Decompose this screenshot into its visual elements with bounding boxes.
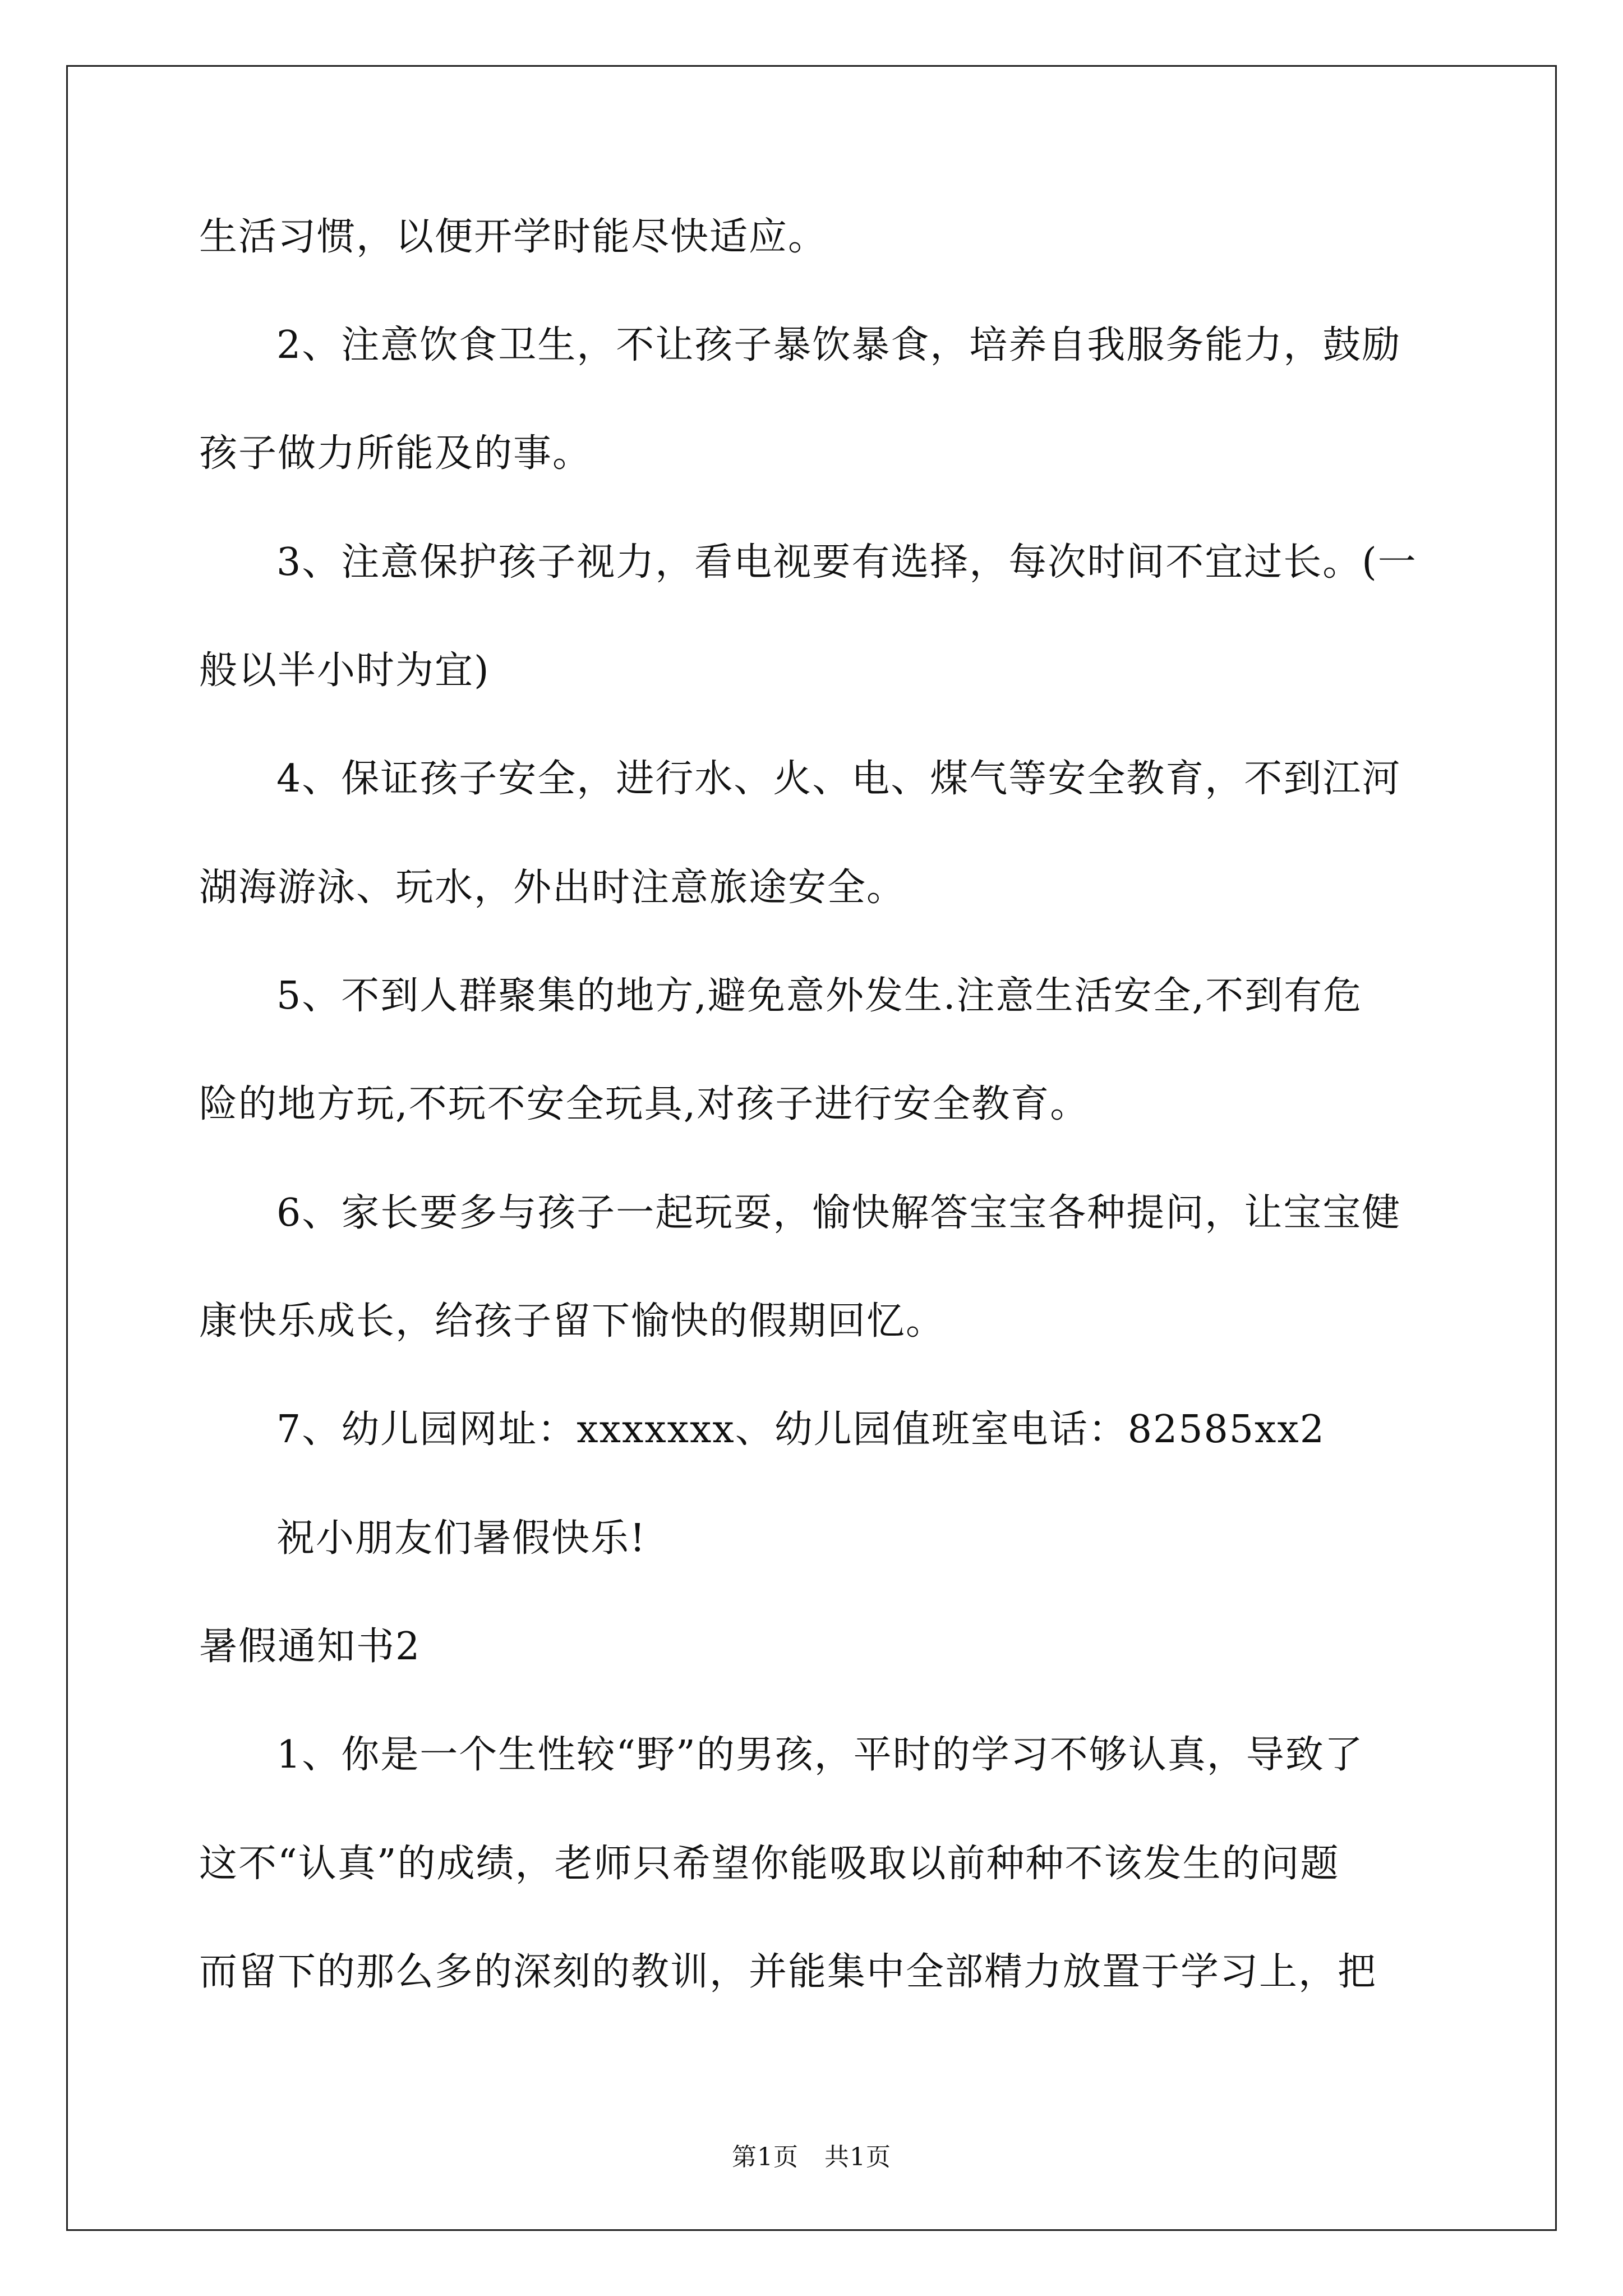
text-line: 这不“认真”的成绩，老师只希望你能吸取以前种种不该发生的问题 (199, 1842, 1340, 1886)
page-frame (66, 65, 1557, 2231)
page-number: 第1页 (732, 2143, 799, 2171)
text-line: 6、家长要多与孩子一起玩耍，愉快解答宝宝各种提问，让宝宝健 (276, 1191, 1401, 1235)
text-line: 祝小朋友们暑假快乐! (276, 1516, 647, 1561)
text-line: 生活习惯，以便开学时能尽快适应。 (199, 215, 828, 259)
text-line: 7、幼儿园网址：xxxxxxx、幼儿园值班室电话：82585xx2 (276, 1407, 1325, 1452)
text-line: 5、不到人群聚集的地方,避免意外发生.注意生活安全,不到有危 (276, 974, 1363, 1018)
text-line: 险的地方玩,不玩不安全玩具,对孩子进行安全教育。 (199, 1082, 1090, 1126)
section-heading: 暑假通知书2 (199, 1625, 421, 1669)
text-line: 4、保证孩子安全，进行水、火、电、煤气等安全教育，不到江河 (276, 757, 1401, 801)
text-line: 孩子做力所能及的事。 (199, 431, 592, 476)
text-line: 般以半小时为宜) (199, 648, 490, 693)
page-total: 共1页 (824, 2143, 891, 2171)
text-line: 1、你是一个生性较“野”的男孩，平时的学习不够认真，导致了 (276, 1733, 1364, 1777)
page-footer (0, 2141, 1623, 2174)
text-line: 康快乐成长，给孩子留下愉快的假期回忆。 (199, 1299, 946, 1343)
text-line: 3、注意保护孩子视力，看电视要有选择，每次时间不宜过长。(一 (276, 540, 1417, 585)
text-line: 而留下的那么多的深刻的教训，并能集中全部精力放置于学习上，把 (199, 1950, 1377, 1994)
text-line: 2、注意饮食卫生，不让孩子暴饮暴食，培养自我服务能力，鼓励 (276, 323, 1401, 367)
text-line: 湖海游泳、玩水，外出时注意旅途安全。 (199, 866, 906, 910)
